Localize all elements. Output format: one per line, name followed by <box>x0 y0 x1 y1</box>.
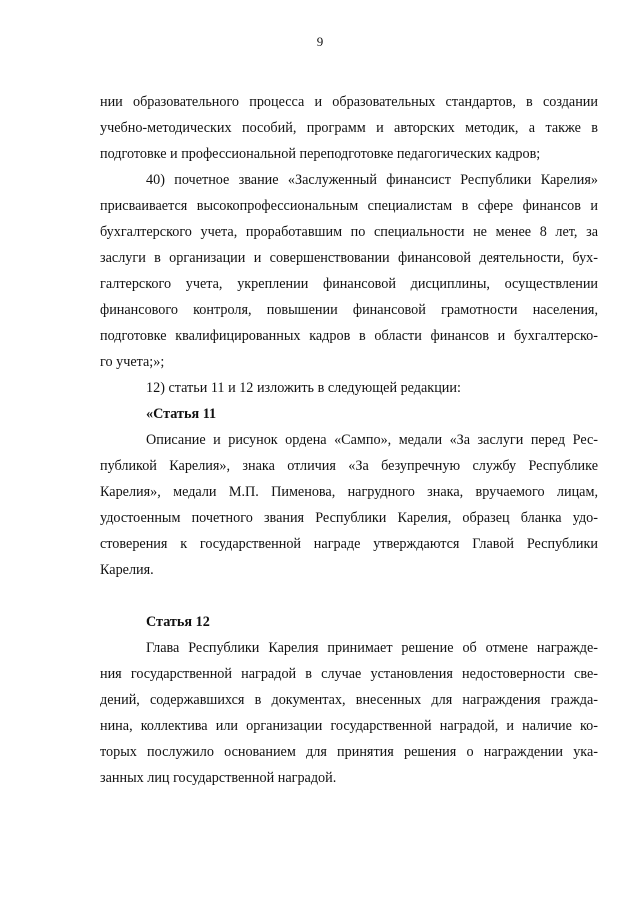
text-line: галтерского учета, укреплении финансовой дисциплины, осуществлении <box>100 276 598 292</box>
text-line: дений, содержавшихся в документах, внесенных для награждения гражда- <box>100 692 598 708</box>
text-line: 12) статьи 11 и 12 изложить в следующей редакции: <box>146 380 461 396</box>
text-line: го учета;»; <box>100 354 165 370</box>
text-line: Глава Республики Карелия принимает решение об отмене награжде- <box>146 640 598 656</box>
text-line: заслуги в организации и совершенствовании финансовой деятельности, бух- <box>100 250 598 266</box>
paragraph-gap <box>100 583 598 609</box>
text-line: подготовке и профессиональной переподготовке педагогических кадров; <box>100 146 541 162</box>
text-line: Карелия», медали М.П. Пименова, нагрудного знака, вручаемого лицам, <box>100 484 598 500</box>
text-line: нии образовательного процесса и образовательных стандартов, в создании <box>100 94 598 110</box>
article-11-heading: «Статья 11 <box>146 406 217 422</box>
text-line: учебно-методических пособий, программ и авторских методик, а также в <box>100 120 598 136</box>
text-line: бухгалтерского учета, проработавшим по специальности не менее 8 лет, за <box>100 224 598 240</box>
text-line: ния государственной наградой в случае установления недостоверности све- <box>100 666 598 682</box>
text-line: нина, коллектива или организации государственной наградой, и наличие ко- <box>100 718 598 734</box>
text-line: подготовке квалифицированных кадров в области финансов и бухгалтерско- <box>100 328 598 344</box>
text-line: публикой Карелия», знака отличия «За безупречную службу Республике <box>100 458 598 474</box>
article-12-heading: Статья 12 <box>146 614 210 630</box>
text-line: стоверения к государственной награде утверждаются Главой Республики <box>100 536 598 552</box>
text-line: Описание и рисунок ордена «Сампо», медали «За заслуги перед Рес- <box>146 432 598 448</box>
text-line: 40) почетное звание «Заслуженный финансист Республики Карелия» <box>146 172 598 188</box>
text-line: удостоенным почетного звания Республики Карелия, образец бланка удо- <box>100 510 598 526</box>
text-line: Карелия. <box>100 562 154 578</box>
text-line: присваивается высокопрофессиональным специалистам в сфере финансов и <box>100 198 598 214</box>
text-line: занных лиц государственной наградой. <box>100 770 337 786</box>
document-body <box>100 89 598 791</box>
text-line: финансового контроля, повышении финансовой грамотности населения, <box>100 302 598 318</box>
page-number: 9 <box>316 34 324 49</box>
text-line: торых послужило основанием для принятия решения о награждении ука- <box>100 744 598 760</box>
